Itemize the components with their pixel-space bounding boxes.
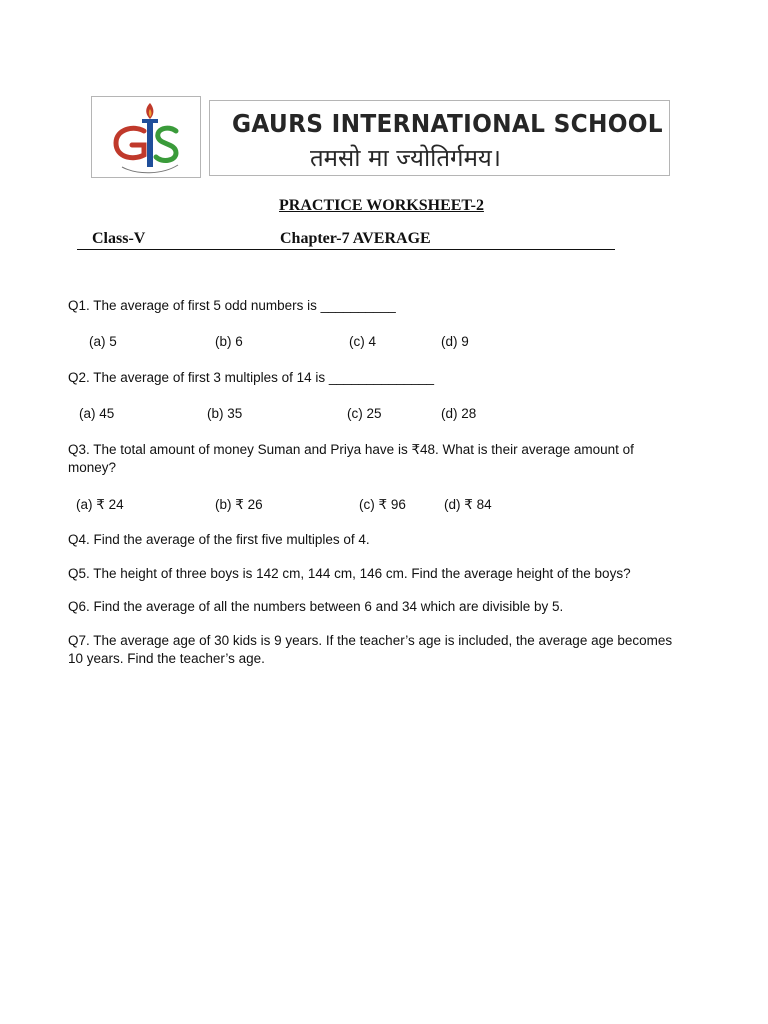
question-1: Q1. The average of first 5 odd numbers is __________: [68, 298, 396, 313]
q2-option-b: (b) 35: [207, 406, 243, 421]
q1-option-d: (d) 9: [441, 334, 469, 349]
question-6: Q6. Find the average of all the numbers between 6 and 34 which are divisible by 5.: [68, 599, 564, 614]
q2-option-a: (a) 45: [79, 406, 115, 421]
question-7: Q7. The average age of 30 kids is 9 years. If the teacher’s age is included, the average age becomes 10 years. Find the teacher’s age.: [68, 633, 673, 666]
q3-option-a: (a) ₹ 24: [76, 497, 124, 512]
q3-option-b: (b) ₹ 26: [215, 497, 263, 512]
school-logo: [91, 96, 201, 178]
q3-option-c: (c) ₹ 96: [359, 497, 406, 512]
school-motto: तमसो मा ज्योतिर्गमय।: [310, 144, 501, 172]
q3-option-d: (d) ₹ 84: [444, 497, 492, 512]
question-4: Q4. Find the average of the first five multiples of 4.: [68, 532, 370, 547]
q1-option-a: (a) 5: [89, 334, 117, 349]
q2-option-c: (c) 25: [347, 406, 382, 421]
q1-option-b: (b) 6: [215, 334, 243, 349]
q1-option-c: (c) 4: [349, 334, 376, 349]
header-divider: [77, 249, 615, 250]
question-2: Q2. The average of first 3 multiples of 14 is ______________: [68, 370, 434, 385]
q2-option-d: (d) 28: [441, 406, 477, 421]
chapter-label: Chapter-7 AVERAGE: [280, 230, 431, 247]
question-3: Q3. The total amount of money Suman and Priya have is ₹48. What is their average amount of money?: [68, 442, 634, 475]
school-name: GAURS INTERNATIONAL SCHOOL: [232, 109, 663, 138]
school-banner: [209, 100, 670, 176]
question-5: Q5. The height of three boys is 142 cm, 144 cm, 146 cm. Find the average height of the boys?: [68, 566, 631, 581]
school-logo-emblem: [92, 97, 200, 177]
worksheet-title: PRACTICE WORKSHEET-2: [279, 197, 484, 214]
class-label: Class-V: [92, 230, 146, 247]
